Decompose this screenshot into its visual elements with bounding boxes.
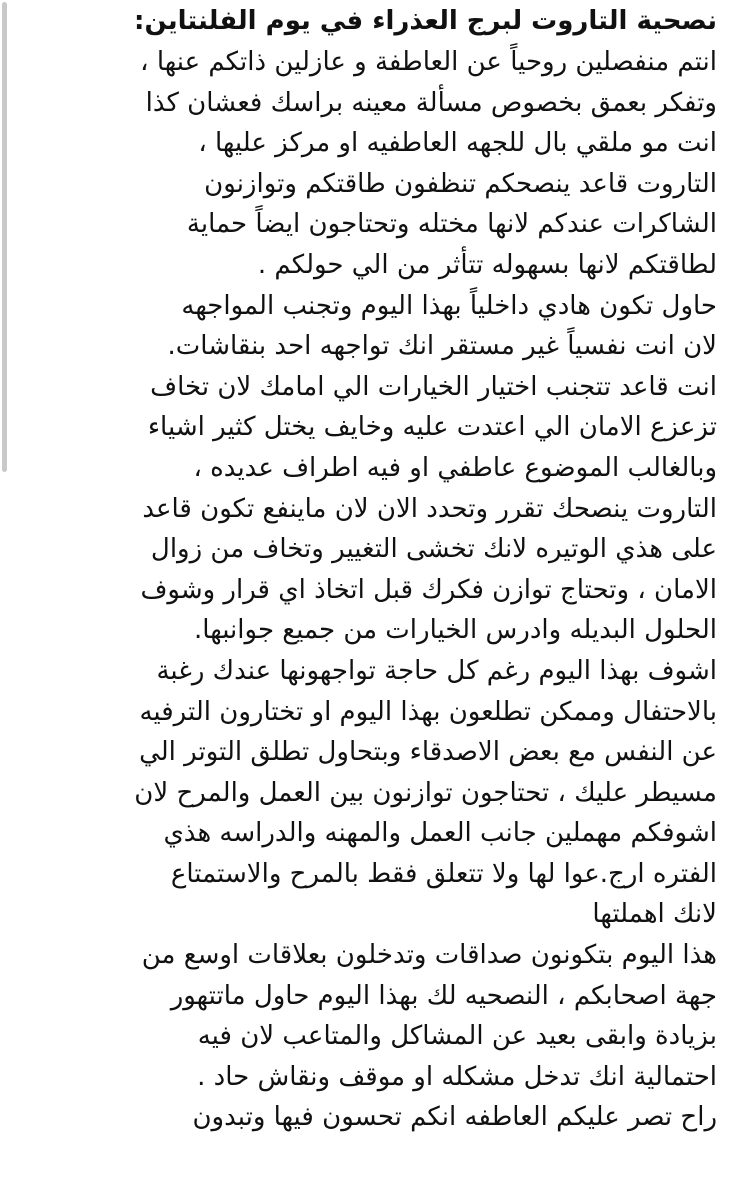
text-line: تزعزع الامان الي اعتدت عليه وخايف يختل كثير اشياء [147, 412, 717, 443]
body-text [22, 42, 717, 1138]
text-line: اشوفكم مهملين جانب العمل والمهنه والدراسه هذي [163, 818, 717, 849]
text-line: مسيطر عليك ، تحتاجون توازنون بين العمل والمرح لان [134, 777, 717, 808]
text-line: اشوف بهذا اليوم رغم كل حاجة تواجهونها عندك رغبة [156, 655, 717, 686]
text-line: لانك اهملتها [592, 899, 717, 930]
text-line: حاول تكون هادي داخلياً بهذا اليوم وتجنب المواجهه [181, 290, 717, 321]
scrollbar[interactable] [2, 2, 7, 472]
text-line: احتمالية انك تدخل مشكله او موقف ونقاش حاد . [197, 1061, 717, 1092]
text-line: انتم منفصلين روحياً عن العاطفة و عازلين ذاتكم عنها ، [140, 47, 717, 77]
text-line: التاروت ينصحك تقرر وتحدد الان لان ماينفع تكون قاعد [142, 493, 717, 524]
text-line: لطاقتكم لانها بسهوله تتأثر من الي حولكم . [257, 249, 717, 280]
text-line: بزيادة وابقى بعيد عن المشاكل والمتاعب لان فيه [197, 1021, 717, 1052]
text-line: وبالغالب الموضوع عاطفي او فيه اطراف عديده ، [193, 452, 717, 483]
text-line: الحلول البديله وادرس الخيارات من جميع جوانبها. [194, 615, 717, 646]
text-line: عن النفس مع بعض الاصدقاء وبتحاول تطلق التوتر الي [139, 737, 717, 768]
text-line: جهة اصحابكم ، النصحيه لك بهذا اليوم حاول ماتتهور [170, 980, 717, 1011]
text-column [22, 0, 717, 1138]
text-line: هذا اليوم بتكونون صداقات وتدخلون بعلاقات اوسع من [141, 940, 717, 971]
text-line: انت مو ملقي بال للجهه العاطفيه او مركز عليها ، [198, 128, 717, 159]
text-line: الامان ، وتحتاج توازن فكرك قبل اتخاذ اي قرار وشوف [140, 574, 717, 605]
text-line: على هذي الوتيره لانك تخشى التغيير وتخاف من زوال [150, 534, 717, 565]
text-line: الشاكرات عندكم لانها مختله وتحتاجون ايضاً حماية [186, 209, 717, 240]
text-line: التاروت قاعد ينصحكم تنظفون طاقتكم وتوازنون [204, 168, 717, 199]
page-title: نصحية التاروت لبرج العذراء في يوم الفلنتاين: [134, 6, 717, 36]
text-line: الفتره ارج.عوا لها ولا تتعلق فقط بالمرح والاستمتاع [170, 858, 717, 889]
text-line: راح تصر عليكم العاطفه انكم تحسون فيها وتبدون [192, 1102, 717, 1133]
text-line: بالاحتفال وممكن تطلعون بهذا اليوم او تختارون الترفيه [139, 696, 717, 727]
text-line: وتفكر بعمق بخصوص مسألة معينه براسك فعشان كذا [145, 87, 717, 118]
text-line: انت قاعد تتجنب اختيار الخيارات الي امامك لان تخاف [150, 371, 717, 402]
text-line: لان انت نفسياً غير مستقر انك تواجهه احد بنقاشات. [167, 331, 717, 362]
